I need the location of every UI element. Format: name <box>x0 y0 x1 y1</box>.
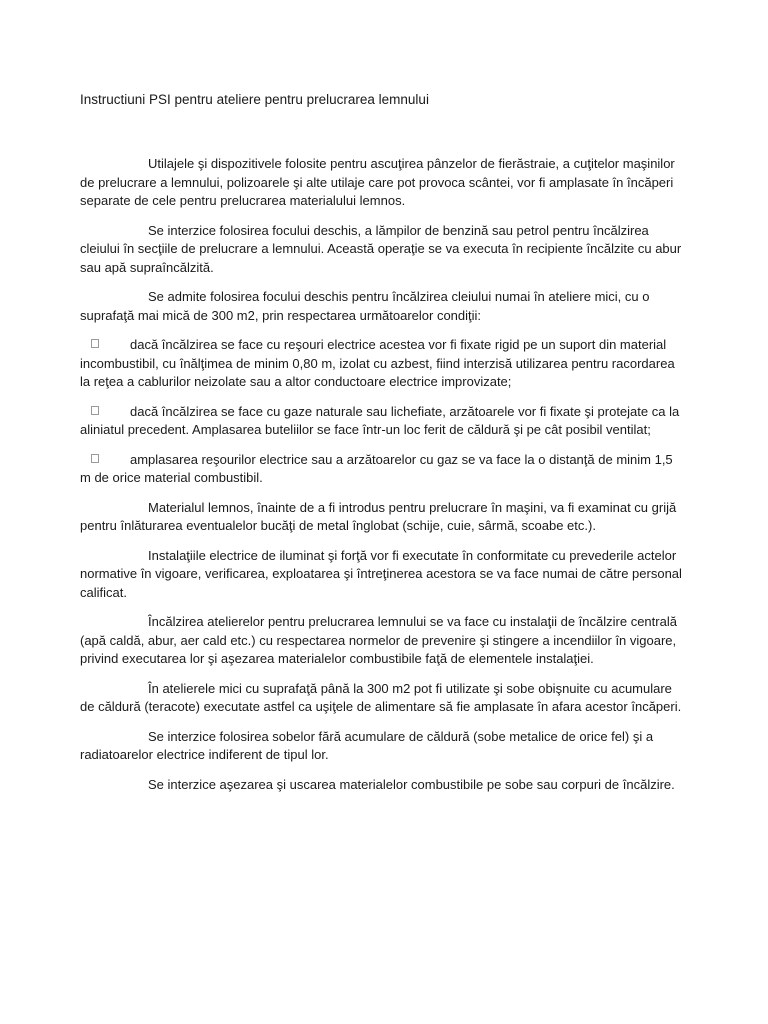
bullet-item <box>80 451 684 488</box>
paragraph: Se admite folosirea focului deschis pentru încălzirea cleiului numai în ateliere mici, cu o suprafaţă mai mică de 300 m2, prin respectarea următoarelor condiţii: <box>80 289 650 323</box>
bullet-item <box>80 403 684 440</box>
paragraph: Instalaţiile electrice de iluminat şi forţă vor fi executate în conformitate cu prevederile actelor normative în vigoare, verificarea, exploatarea şi întreţinerea acestora se va face numai de către personal calificat. <box>80 547 682 600</box>
document-title: Instructiuni PSI pentru ateliere pentru prelucrarea lemnului <box>80 92 429 107</box>
paragraph: Se interzice folosirea focului deschis, a lămpilor de benzină sau petrol pentru încălzirea cleiului în secţiile de prelucrare a lemnului. Această operaţie se va executa în recipiente încălzite cu abur sau apă supraîncălzită. <box>80 222 682 275</box>
paragraph: Utilajele şi dispozitivele folosite pentru ascuţirea pânzelor de fierăstraie, a cuţitelor maşinilor de prelucrare a lemnului, polizoarele şi alte utilaje care pot provoca scântei, vor fi amplasate în încăperi separate de cele pentru prelucrarea materialului lemnos. <box>80 156 675 208</box>
bullet-text: amplasarea reşourilor electrice sau a arzătoarelor cu gaz se va face la o distanţă de minim 1,5 m de orice material combustibil. <box>80 451 673 485</box>
paragraph: Încălzirea atelierelor pentru prelucrarea lemnului se va face cu instalaţii de încălzire centrală (apă caldă, abur, aer cald etc.) cu respectarea normelor de prevenire şi stingere a incendiilor în vigoare, privind executarea lor şi aşezarea materialelor combustibile faţă de elementele instalaţiei. <box>80 614 677 666</box>
paragraph: Se interzice folosirea sobelor fără acumulare de căldură (sobe metalice de orice fel) şi a radiatoarelor electrice indiferent de tipul lor. <box>80 728 654 762</box>
document-body <box>80 155 684 805</box>
bullet-item <box>80 336 684 392</box>
checkbox-bullet-icon <box>91 406 99 415</box>
checkbox-bullet-icon <box>91 339 99 348</box>
paragraph: Materialul lemnos, înainte de a fi introdus pentru prelucrare în maşini, va fi examinat cu grijă pentru înlăturarea eventualelor bucăţi de metal înglobat (schije, cuie, sârmă, scoabe etc.). <box>80 499 677 533</box>
bullet-text: dacă încălzirea se face cu reşouri electrice acestea vor fi fixate rigid pe un suport din material incombustibil, cu înălţimea de minim 0,80 m, izolat cu azbest, fiind interzisă utilizarea pentru racordarea la reţea a cablurilor neizolate sau a altor conductoare electrice improvizate; <box>80 337 675 389</box>
paragraph: Se interzice aşezarea şi uscarea materialelor combustibile pe sobe sau corpuri de încălzire. <box>148 776 675 792</box>
paragraph: În atelierele mici cu suprafaţă până la 300 m2 pot fi utilizate şi sobe obişnuite cu acumulare de căldură (teracote) executate astfel ca uşiţele de alimentare să fie amplasate în afara acestor încăperi. <box>80 680 682 714</box>
checkbox-bullet-icon <box>91 454 99 463</box>
bullet-text: dacă încălzirea se face cu gaze naturale sau lichefiate, arzătoarele vor fi fixate şi protejate ca la aliniatul precedent. Amplasarea buteliilor se face într-un loc ferit de căldură şi pe cât posibil ventilat; <box>80 403 680 437</box>
